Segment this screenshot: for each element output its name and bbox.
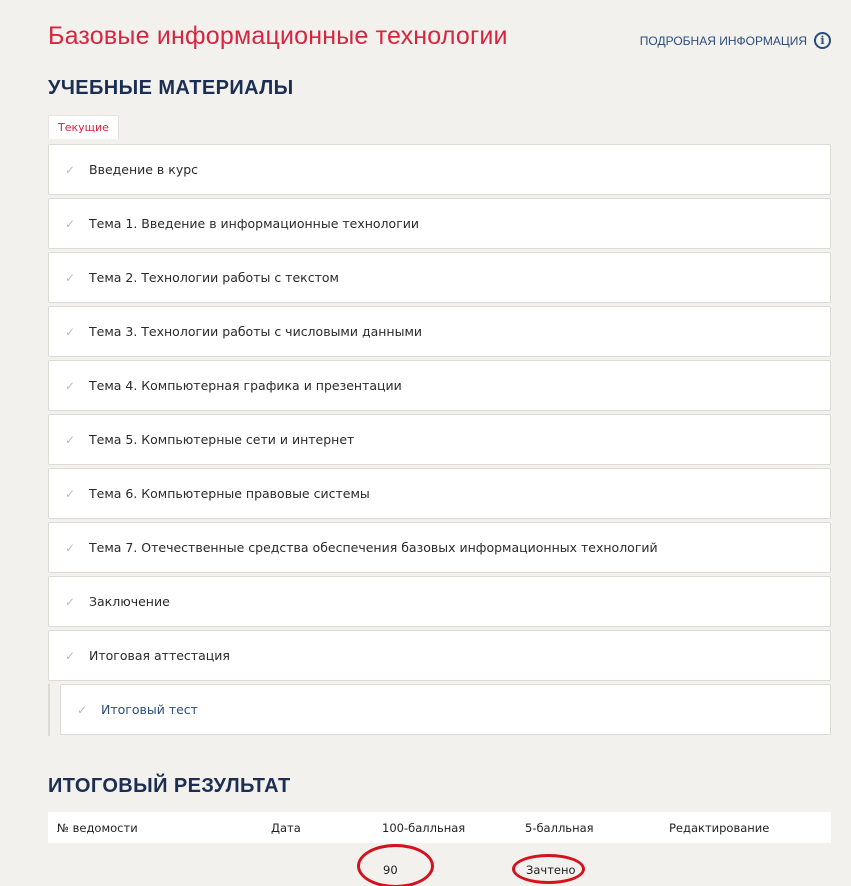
check-icon: ✓ [65,270,76,285]
list-item-label: Тема 1. Введение в информационные технологии [89,216,420,231]
list-item[interactable] [48,576,831,627]
list-item[interactable] [48,468,831,519]
annotation-circle [357,844,434,886]
table-row [48,843,831,886]
list-item-label: Тема 6. Компьютерные правовые системы [89,486,370,501]
list-item-label: Итоговая аттестация [89,648,230,663]
list-item-label: Введение в курс [89,162,199,177]
col-header: 100-балльная [382,820,466,835]
details-link[interactable] [640,32,831,49]
check-icon: ✓ [65,216,76,231]
check-icon: ✓ [65,486,76,501]
check-icon: ✓ [65,594,76,609]
check-icon: ✓ [65,648,76,663]
materials-list [48,144,831,738]
list-item-label: Тема 3. Технологии работы с числовыми данными [89,324,423,339]
col-header: 5-балльная [525,820,594,835]
subitem-group [48,684,831,735]
score-5-cell: Зачтено [526,863,576,877]
list-item[interactable] [48,630,831,681]
tab-current[interactable]: Текущие [48,115,119,139]
score-100-cell: 90 [383,863,398,877]
list-item[interactable] [48,360,831,411]
table-header [48,812,831,843]
list-item-label: Тема 4. Компьютерная графика и презентации [89,378,402,393]
col-header: Редактирование [669,820,770,835]
subitem-link[interactable]: Итоговый тест [101,702,198,717]
list-item[interactable] [48,522,831,573]
result-heading: ИТОГОВЫЙ РЕЗУЛЬТАТ [48,775,291,797]
list-item[interactable] [48,144,831,195]
list-item[interactable] [48,198,831,249]
list-item[interactable] [48,414,831,465]
list-item-label: Тема 5. Компьютерные сети и интернет [89,432,355,447]
list-item-label: Заключение [89,594,170,609]
check-icon: ✓ [65,324,76,339]
list-item-label: Тема 7. Отечественные средства обеспечения базовых информационных технологий [89,540,658,555]
col-header: Дата [271,820,301,835]
list-subitem[interactable] [60,684,831,735]
details-link-label: ПОДРОБНАЯ ИНФОРМАЦИЯ [639,33,807,48]
list-item-label: Тема 2. Технологии работы с текстом [89,270,339,285]
check-icon: ✓ [65,162,76,177]
annotation-circle [512,854,585,884]
check-icon: ✓ [65,432,76,447]
check-icon: ✓ [65,540,76,555]
info-icon: i [814,32,831,49]
check-icon: ✓ [77,702,88,717]
list-item[interactable] [48,252,831,303]
page-title: Базовые информационные технологии [48,22,508,50]
check-icon: ✓ [65,378,76,393]
materials-heading: УЧЕБНЫЕ МАТЕРИАЛЫ [48,77,294,99]
list-item[interactable] [48,306,831,357]
col-header: № ведомости [57,820,138,835]
result-table [48,812,831,886]
